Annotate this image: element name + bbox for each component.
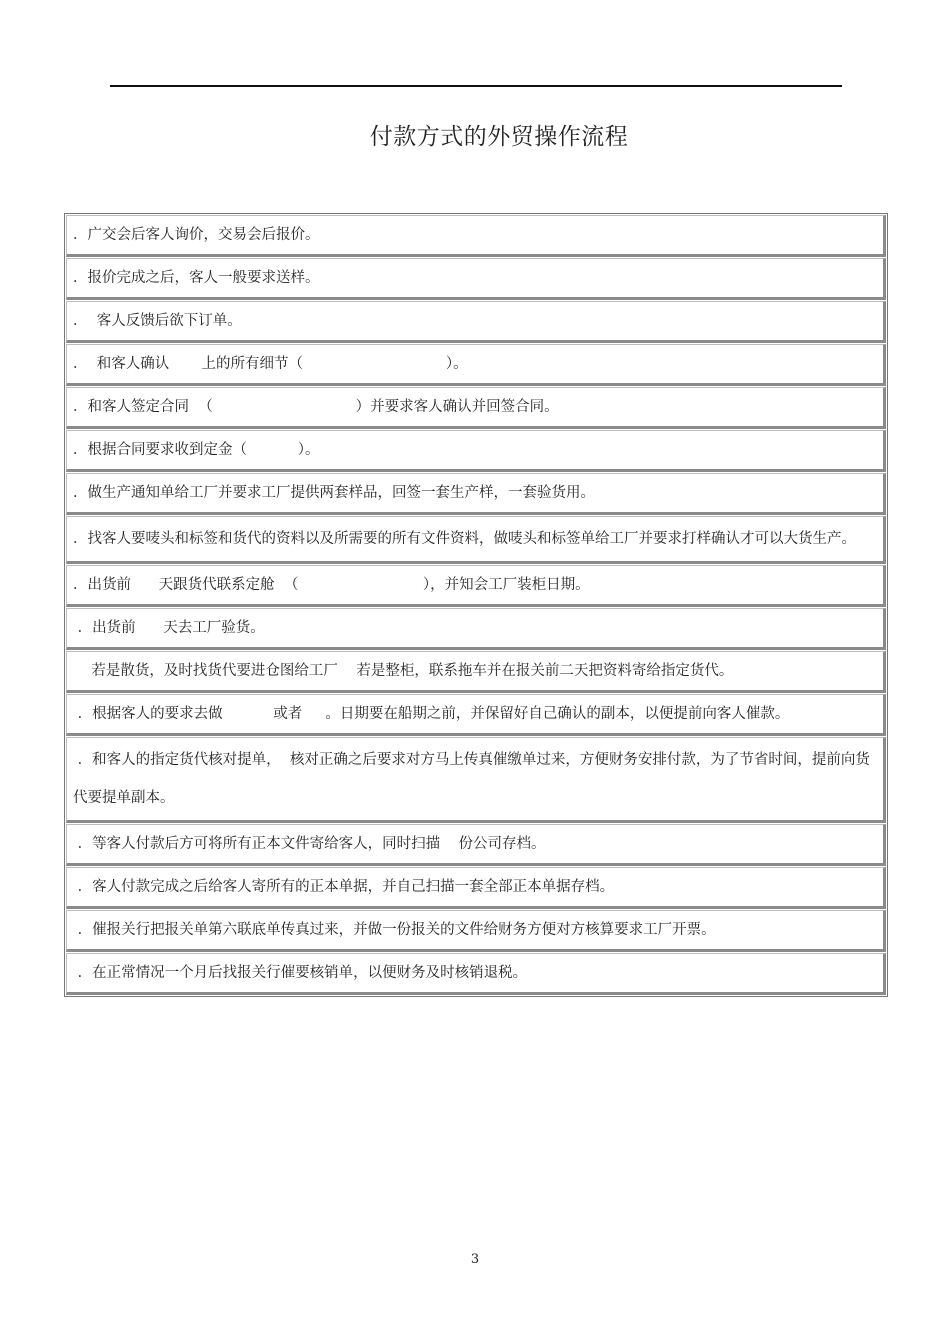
step-row: ．出货前 天去工厂验货。 [66,608,886,650]
header-rule [110,85,842,87]
step-row: ． 和客人确认 上的所有细节（ ）。 [66,344,886,386]
step-row: ．根据合同要求收到定金（ ）。 [66,430,886,472]
step-row: ．找客人要唛头和标签和货代的资料以及所需要的所有文件资料，做唛头和标签单给工厂并要求打样确认才可以大货生产。 [66,516,886,564]
step-row: ．根据客人的要求去做 或者 。日期要在船期之前，并保留好自己确认的副本，以便提前向客人催款。 [66,694,886,736]
step-row: ．广交会后客人询价，交易会后报价。 [66,215,886,257]
step-row: 若是散货，及时找货代要进仓图给工厂 若是整柜，联系拖车并在报关前二天把资料寄给指定货代。 [66,651,886,693]
step-row: ．在正常情况一个月后找报关行催要核销单，以便财务及时核销退税。 [66,953,886,995]
step-row: ．和客人签定合同 （ ）并要求客人确认并回签合同。 [66,387,886,429]
step-row: ．催报关行把报关单第六联底单传真过来，并做一份报关的文件给财务方便对方核算要求工厂开票。 [66,910,886,952]
step-row: ． 客人反馈后欲下订单。 [66,301,886,343]
step-row: ．客人付款完成之后给客人寄所有的正本单据，并自己扫描一套全部正本单据存档。 [66,867,886,909]
step-row: ．做生产通知单给工厂并要求工厂提供两套样品，回签一套生产样，一套验货用。 [66,473,886,515]
step-row: ．等客人付款后方可将所有正本文件寄给客人，同时扫描 份公司存档。 [66,824,886,866]
document-title: 付款方式的外贸操作流程 [369,124,629,150]
step-row: ．出货前 天跟货代联系定舱 （ ），并知会工厂装柜日期。 [66,565,886,607]
process-steps-table [64,213,888,997]
page-number: 3 [470,1252,480,1267]
step-row: ．和客人的指定货代核对提单， 核对正确之后要求对方马上传真催缴单过来，方便财务安排付款，为了节省时间，提前向货代要提单副本。 [66,737,886,823]
step-row: ．报价完成之后，客人一般要求送样。 [66,258,886,300]
